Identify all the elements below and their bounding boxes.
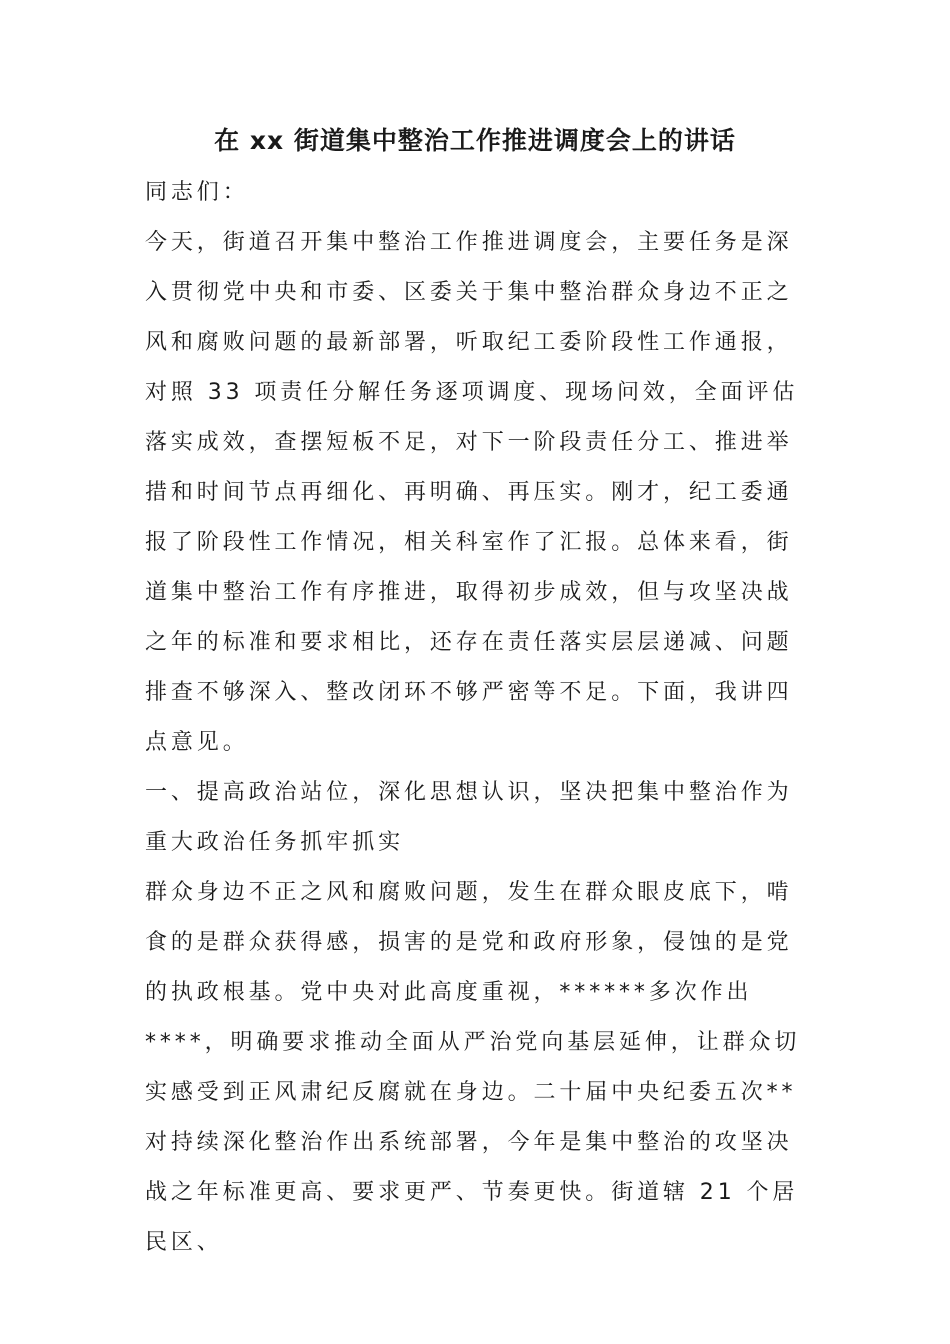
- document-body: [145, 168, 810, 1268]
- document-title: 在 xx 街道集中整治工作推进调度会上的讲话: [214, 126, 736, 155]
- salutation: 同志们：: [145, 180, 249, 205]
- section-heading: 一、提高政治站位，深化思想认识，坚决把集中整治作为重大政治任务抓牢抓实: [145, 780, 793, 855]
- section-paragraph: 群众身边不正之风和腐败问题，发生在群众眼皮底下，啃食的是群众获得感，损害的是党和政府形象，侵蚀的是党的执政根基。党中央对此高度重视，******多次作出****，明确要求推动全面从严治党向基层延伸，让群众切实感受到正风肃纪反腐就在身边。二十届中央纪委五次**对持续深化整治作出系统部署，今年是集中整治的攻坚决战之年标准更高、要求更严、节奏更快。街道辖 21 个居民区、: [145, 880, 801, 1255]
- intro-paragraph: 今天，街道召开集中整治工作推进调度会，主要任务是深入贯彻党中央和市委、区委关于集中整治群众身边不正之风和腐败问题的最新部署，听取纪工委阶段性工作通报，对照 33 项责任分解任务逐项调度、现场问效，全面评估落实成效，查摆短板不足，对下一阶段责任分工、推进举措和时间节点再细化、再明确、再压实。刚才，纪工委通报了阶段性工作情况，相关科室作了汇报。总体来看，街道集中整治工作有序推进，取得初步成效，但与攻坚决战之年的标准和要求相比，还存在责任落实层层递减、问题排查不够深入、整改闭环不够严密等不足。下面，我讲四点意见。: [145, 230, 799, 755]
